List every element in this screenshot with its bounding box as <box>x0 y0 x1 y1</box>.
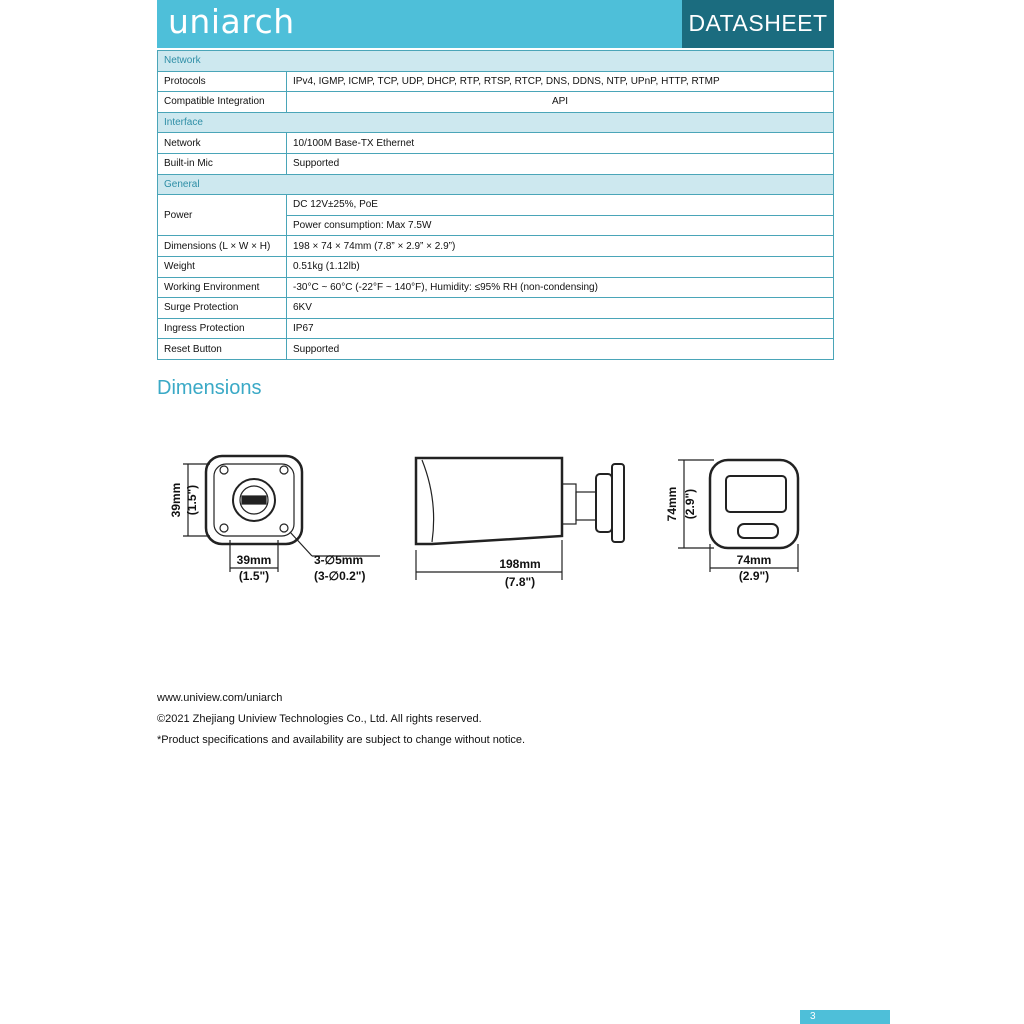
row-value: Supported <box>287 153 834 174</box>
table-row <box>158 92 834 113</box>
row-label: Built-in Mic <box>158 153 287 174</box>
row-label: Working Environment <box>158 277 287 298</box>
lens-width-mm: 74mm <box>736 553 772 567</box>
row-label: Weight <box>158 256 287 277</box>
front-height-mm: 39mm <box>169 482 183 518</box>
footer-copyright: ©2021 Zhejiang Uniview Technologies Co., Ltd. All rights reserved. <box>157 713 482 725</box>
side-length-in: (7.8") <box>504 575 536 589</box>
lens-height-mm: 74mm <box>665 486 679 522</box>
brand-logo: uniarch <box>168 2 295 41</box>
dimensions-title: Dimensions <box>157 377 262 399</box>
lens-width-in: (2.9") <box>738 569 770 583</box>
row-label: Ingress Protection <box>158 318 287 339</box>
dimension-drawing <box>150 440 810 600</box>
section-title: Network <box>158 51 834 72</box>
row-label: Network <box>158 133 287 154</box>
row-value: 6KV <box>287 298 834 319</box>
row-value: Power consumption: Max 7.5W <box>287 215 834 236</box>
lens-height-in: (2.9") <box>683 488 697 520</box>
section-row-interface <box>158 112 834 133</box>
section-title: Interface <box>158 112 834 133</box>
row-value: IPv4, IGMP, ICMP, TCP, UDP, DHCP, RTP, RTSP, RTCP, DNS, DDNS, NTP, UPnP, HTTP, RTMP <box>287 71 834 92</box>
row-value: 198 × 74 × 74mm (7.8” × 2.9” × 2.9”) <box>287 236 834 257</box>
row-label: Protocols <box>158 71 287 92</box>
section-row-network <box>158 51 834 72</box>
hole-size-in: (3-∅0.2") <box>314 569 366 583</box>
row-value: -30°C ~ 60°C (-22°F ~ 140°F), Humidity: ≤95% RH (non-condensing) <box>287 277 834 298</box>
table-row <box>158 256 834 277</box>
table-row <box>158 195 834 216</box>
datasheet-label: DATASHEET <box>682 0 834 48</box>
front-width-mm: 39mm <box>236 553 272 567</box>
section-row-general <box>158 174 834 195</box>
spec-table <box>157 50 834 360</box>
page-number: 3 <box>800 1010 890 1024</box>
table-row <box>158 153 834 174</box>
row-value: API <box>287 92 834 113</box>
table-row <box>158 71 834 92</box>
row-value: IP67 <box>287 318 834 339</box>
row-label: Surge Protection <box>158 298 287 319</box>
row-label: Power <box>158 195 287 236</box>
row-label: Dimensions (L × W × H) <box>158 236 287 257</box>
side-length-mm: 198mm <box>499 557 541 571</box>
table-row <box>158 236 834 257</box>
row-value: DC 12V±25%, PoE <box>287 195 834 216</box>
row-value: 0.51kg (1.12lb) <box>287 256 834 277</box>
row-label: Compatible Integration <box>158 92 287 113</box>
footer-website: www.uniview.com/uniarch <box>157 692 283 704</box>
front-height-in: (1.5") <box>185 484 199 516</box>
table-row <box>158 277 834 298</box>
row-label: Reset Button <box>158 339 287 360</box>
table-row <box>158 318 834 339</box>
row-value: 10/100M Base-TX Ethernet <box>287 133 834 154</box>
table-row <box>158 133 834 154</box>
front-width-in: (1.5") <box>238 569 270 583</box>
footer-notice: *Product specifications and availability are subject to change without notice. <box>157 734 526 746</box>
table-row <box>158 339 834 360</box>
row-value: Supported <box>287 339 834 360</box>
section-title: General <box>158 174 834 195</box>
table-row <box>158 298 834 319</box>
hole-size-mm: 3-∅5mm <box>314 553 364 567</box>
